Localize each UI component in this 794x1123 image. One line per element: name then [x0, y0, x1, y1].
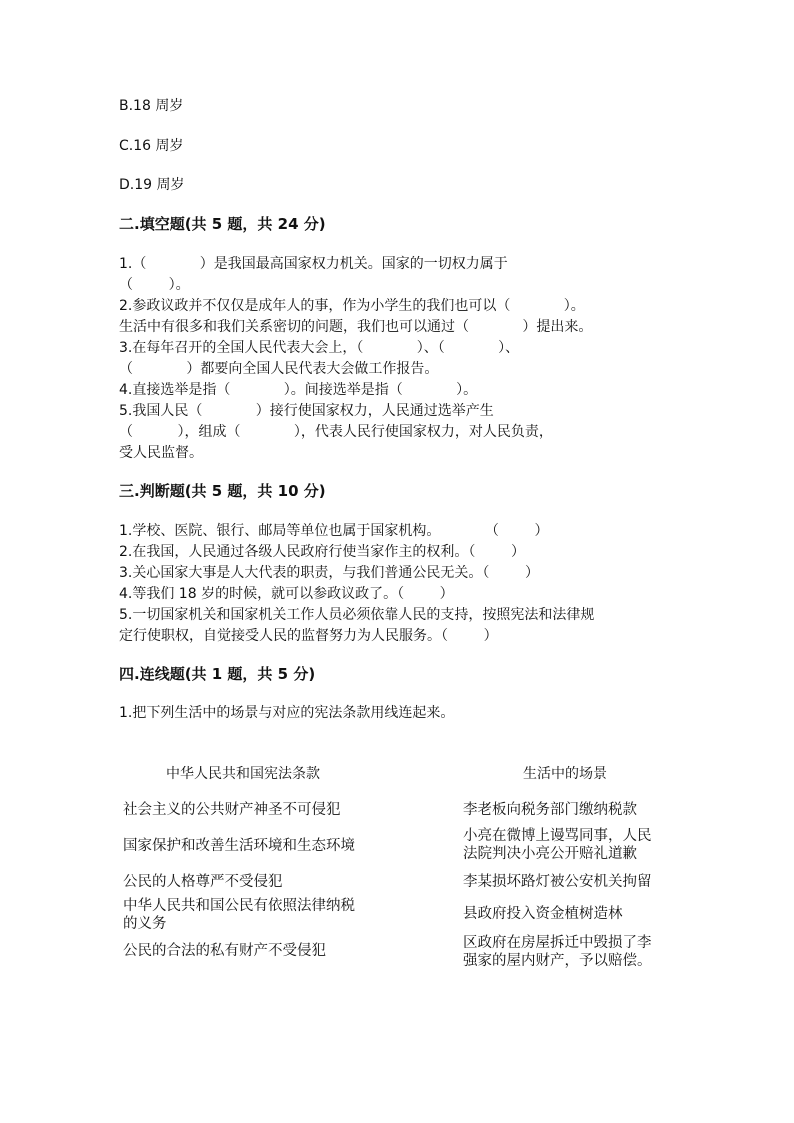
match-prompt: 1.把下列生活中的场景与对应的宪法条款用线连起来。	[119, 705, 455, 721]
fill-line-4: 生活中有很多和我们关系密切的问题，我们也可以通过（ ）提出来。	[119, 319, 593, 335]
fill-line-2: （ ）。	[119, 277, 190, 293]
constitution-column-header: 中华人民共和国宪法条款	[166, 766, 320, 782]
constitution-item-2: 国家保护和改善生活环境和生态环境	[123, 838, 355, 854]
scenario-column-header: 生活中的场景	[523, 766, 607, 782]
match-section-title: 四.连线题(共 1 题，共 5 分)	[119, 665, 316, 683]
fill-line-5: 3.在每年召开的全国人民代表大会上，（ ）、（ ）、	[119, 340, 520, 356]
option-b: B.18 周岁	[119, 98, 184, 114]
constitution-item-4: 中华人民共和国公民有依照法律纳税 的义务	[123, 898, 355, 932]
scenario-item-3: 李某损坏路灯被公安机关拘留	[463, 874, 652, 890]
scenario-item-4: 县政府投入资金植树造林	[463, 906, 623, 922]
judge-line-5: 5.一切国家机关和国家机关工作人员必须依靠人民的支持，按照宪法和法律规	[119, 607, 595, 623]
fill-line-8: 5.我国人民（ ）接行使国家权力，人民通过选举产生	[119, 403, 494, 419]
judge-section-title: 三.判断题(共 5 题，共 10 分)	[119, 482, 326, 500]
fill-line-6: （ ）都要向全国人民代表大会做工作报告。	[119, 361, 439, 377]
fill-line-1: 1.（ ）是我国最高国家权力机关。国家的一切权力属于	[119, 256, 508, 272]
judge-line-4: 4.等我们 18 岁的时候，就可以参政议政了。（ ）	[119, 586, 454, 602]
constitution-item-3: 公民的人格尊严不受侵犯	[123, 874, 283, 890]
fill-line-9: （ ），组成（ ），代表人民行使国家权力，对人民负责，	[119, 424, 553, 440]
constitution-item-1: 社会主义的公共财产神圣不可侵犯	[123, 802, 341, 818]
judge-line-3: 3.关心国家大事是人大代表的职责，与我们普通公民无关。（ ）	[119, 565, 539, 581]
judge-line-2: 2.在我国，人民通过各级人民政府行使当家作主的权利。（ ）	[119, 544, 525, 560]
fill-line-10: 受人民监督。	[119, 445, 203, 461]
judge-line-6: 定行使职权，自觉接受人民的监督努力为人民服务。（ ）	[119, 628, 498, 644]
option-c: C.16 周岁	[119, 138, 184, 154]
fill-line-3: 2.参政议政并不仅仅是成年人的事，作为小学生的我们也可以（ ）。	[119, 298, 585, 314]
fill-section-title: 二.填空题(共 5 题，共 24 分)	[119, 215, 326, 233]
scenario-item-5: 区政府在房屋拆迁中毁损了李 强家的屋内财产，予以赔偿。	[463, 935, 652, 969]
constitution-item-5: 公民的合法的私有财产不受侵犯	[123, 943, 326, 959]
option-d: D.19 周岁	[119, 177, 185, 193]
fill-line-7: 4.直接选举是指（ ）。间接选举是指（ ）。	[119, 382, 478, 398]
scenario-item-1: 李老板向税务部门缴纳税款	[463, 802, 637, 818]
judge-line-1: 1.学校、医院、银行、邮局等单位也属于国家机构。 （ ）	[119, 523, 549, 539]
scenario-item-2: 小亮在微博上谩骂同事，人民 法院判决小亮公开赔礼道歉	[463, 828, 652, 862]
